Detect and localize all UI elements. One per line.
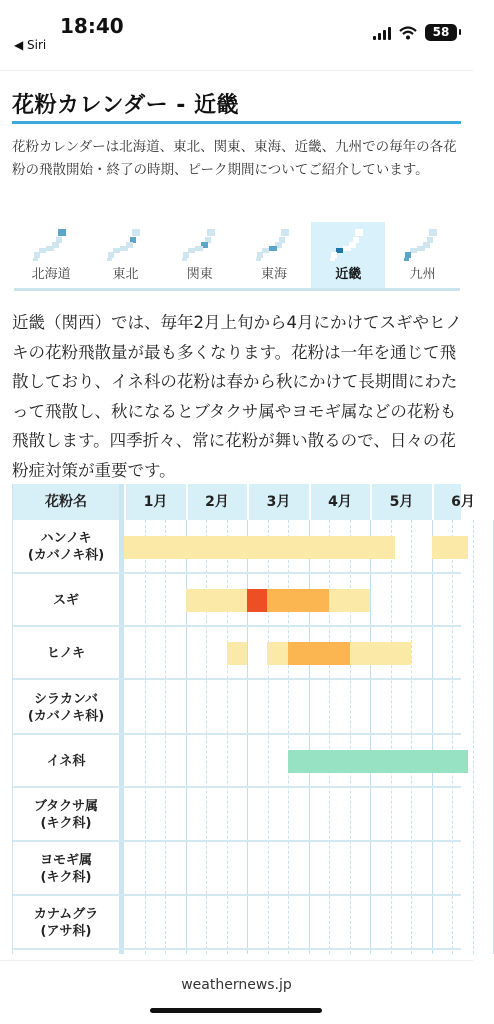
pollen-row bbox=[13, 680, 461, 735]
pollen-period-bar bbox=[267, 642, 288, 665]
home-indicator[interactable] bbox=[150, 1008, 322, 1013]
pollen-name bbox=[13, 788, 119, 842]
calendar-header bbox=[13, 484, 475, 520]
pollen-name bbox=[13, 520, 119, 574]
pollen-period-bar bbox=[432, 536, 469, 559]
cellular-signal-icon bbox=[373, 26, 391, 40]
japan-map-kinki-icon bbox=[329, 227, 369, 261]
japan-map-tohoku-icon bbox=[106, 227, 146, 261]
region-tabs bbox=[14, 222, 460, 290]
pollen-period-bar bbox=[267, 589, 329, 612]
pollen-period-bar bbox=[288, 750, 468, 773]
site-url[interactable]: weathernews.jp bbox=[181, 977, 292, 993]
pollen-family: (カバノキ科) bbox=[27, 708, 105, 724]
pollen-row bbox=[13, 735, 461, 788]
page-title: 花粉カレンダー - 近畿 bbox=[12, 93, 240, 118]
battery-icon: 58 bbox=[425, 24, 457, 41]
month-header: 2月 bbox=[186, 484, 247, 520]
pollen-period-bar bbox=[288, 642, 350, 665]
tabs-underline bbox=[14, 288, 460, 291]
pollen-family: (キク科) bbox=[40, 816, 92, 831]
pollen-row bbox=[13, 574, 461, 627]
pollen-calendar bbox=[12, 484, 475, 954]
tab-region-2[interactable] bbox=[163, 222, 237, 288]
pollen-name-main: ヒノキ bbox=[46, 646, 86, 661]
pollen-name-main: イネ科 bbox=[46, 754, 86, 769]
pollen-row bbox=[13, 788, 461, 842]
pollen-name bbox=[13, 842, 119, 896]
pollen-name-header: 花粉名 bbox=[45, 494, 87, 510]
tab-region-0[interactable] bbox=[14, 222, 88, 288]
region-description: 近畿（関西）では、毎年2月上旬から4月にかけてスギやヒノキの花粉飛散量が最も多くなります。花粉は一年を通じて飛散しており、イネ科の花粉は春から秋にかけて長期間にわたって飛散し、秋になるとブタクサ属やヨモギ属などの花粉も飛散します。四季折々、常に花粉が舞い散るので、日々の花粉症対策が重要です。 bbox=[12, 313, 462, 480]
pollen-period-bar bbox=[247, 589, 267, 612]
intro-text: 花粉カレンダーは北海道、東北、関東、東海、近畿、九州での毎年の各花粉の飛散開始・終了の時期、ピーク期間についてご紹介しています。 bbox=[12, 139, 457, 178]
pollen-family: (カバノキ科) bbox=[27, 548, 105, 563]
japan-map-kyushu-icon bbox=[403, 227, 443, 261]
back-to-siri-link[interactable]: ◀ Siri bbox=[14, 38, 47, 52]
month-header: 5月 bbox=[370, 484, 431, 520]
pollen-period-bar bbox=[329, 589, 370, 612]
pollen-period-bar bbox=[350, 642, 412, 665]
pollen-name-main: シラカンバ bbox=[33, 691, 99, 707]
tab-region-4[interactable] bbox=[311, 222, 385, 288]
pollen-name-main: ヨモギ属 bbox=[39, 853, 92, 868]
pollen-name-main: スギ bbox=[52, 593, 79, 608]
title-underline bbox=[12, 121, 461, 124]
pollen-row bbox=[13, 520, 461, 574]
wifi-icon bbox=[399, 26, 417, 40]
pollen-family: (キク科) bbox=[40, 870, 92, 885]
grid-line bbox=[473, 520, 474, 954]
divider bbox=[0, 70, 473, 71]
tab-label: 北海道 bbox=[31, 267, 71, 282]
pollen-name-main: カナムグラ bbox=[33, 907, 99, 922]
pollen-name bbox=[13, 735, 119, 788]
pollen-name-main: ブタクサ属 bbox=[33, 799, 99, 814]
japan-map-tokai-icon bbox=[255, 227, 295, 261]
month-header: 6月 bbox=[432, 484, 493, 520]
status-bar bbox=[0, 0, 473, 62]
tab-region-1[interactable] bbox=[88, 222, 162, 288]
tab-label: 近畿 bbox=[335, 267, 362, 282]
month-header: 1月 bbox=[124, 484, 185, 520]
pollen-family: (アサ科) bbox=[40, 924, 92, 939]
pollen-period-bar bbox=[186, 589, 248, 612]
pollen-name bbox=[13, 627, 119, 680]
browser-footer bbox=[0, 960, 473, 1024]
japan-map-kanto-icon bbox=[181, 227, 221, 261]
month-header: 4月 bbox=[309, 484, 370, 520]
pollen-name bbox=[13, 896, 119, 950]
tab-label: 東海 bbox=[261, 267, 288, 282]
pollen-period-bar bbox=[124, 536, 395, 559]
status-icons bbox=[373, 24, 457, 41]
tab-label: 関東 bbox=[186, 267, 213, 282]
tab-region-5[interactable] bbox=[385, 222, 459, 288]
tab-label: 東北 bbox=[112, 267, 139, 282]
tab-region-3[interactable] bbox=[237, 222, 311, 288]
pollen-name bbox=[13, 680, 119, 735]
pollen-row bbox=[13, 627, 461, 680]
japan-map-hokkaido-icon bbox=[32, 227, 72, 261]
pollen-name-main: ハンノキ bbox=[40, 531, 92, 546]
month-header: 3月 bbox=[247, 484, 308, 520]
tab-label: 九州 bbox=[409, 267, 436, 282]
clock: 18:40 bbox=[60, 14, 124, 38]
pollen-row bbox=[13, 842, 461, 896]
pollen-name bbox=[13, 574, 119, 627]
pollen-period-bar bbox=[227, 642, 247, 665]
pollen-row bbox=[13, 896, 461, 950]
row-divider bbox=[13, 948, 461, 950]
